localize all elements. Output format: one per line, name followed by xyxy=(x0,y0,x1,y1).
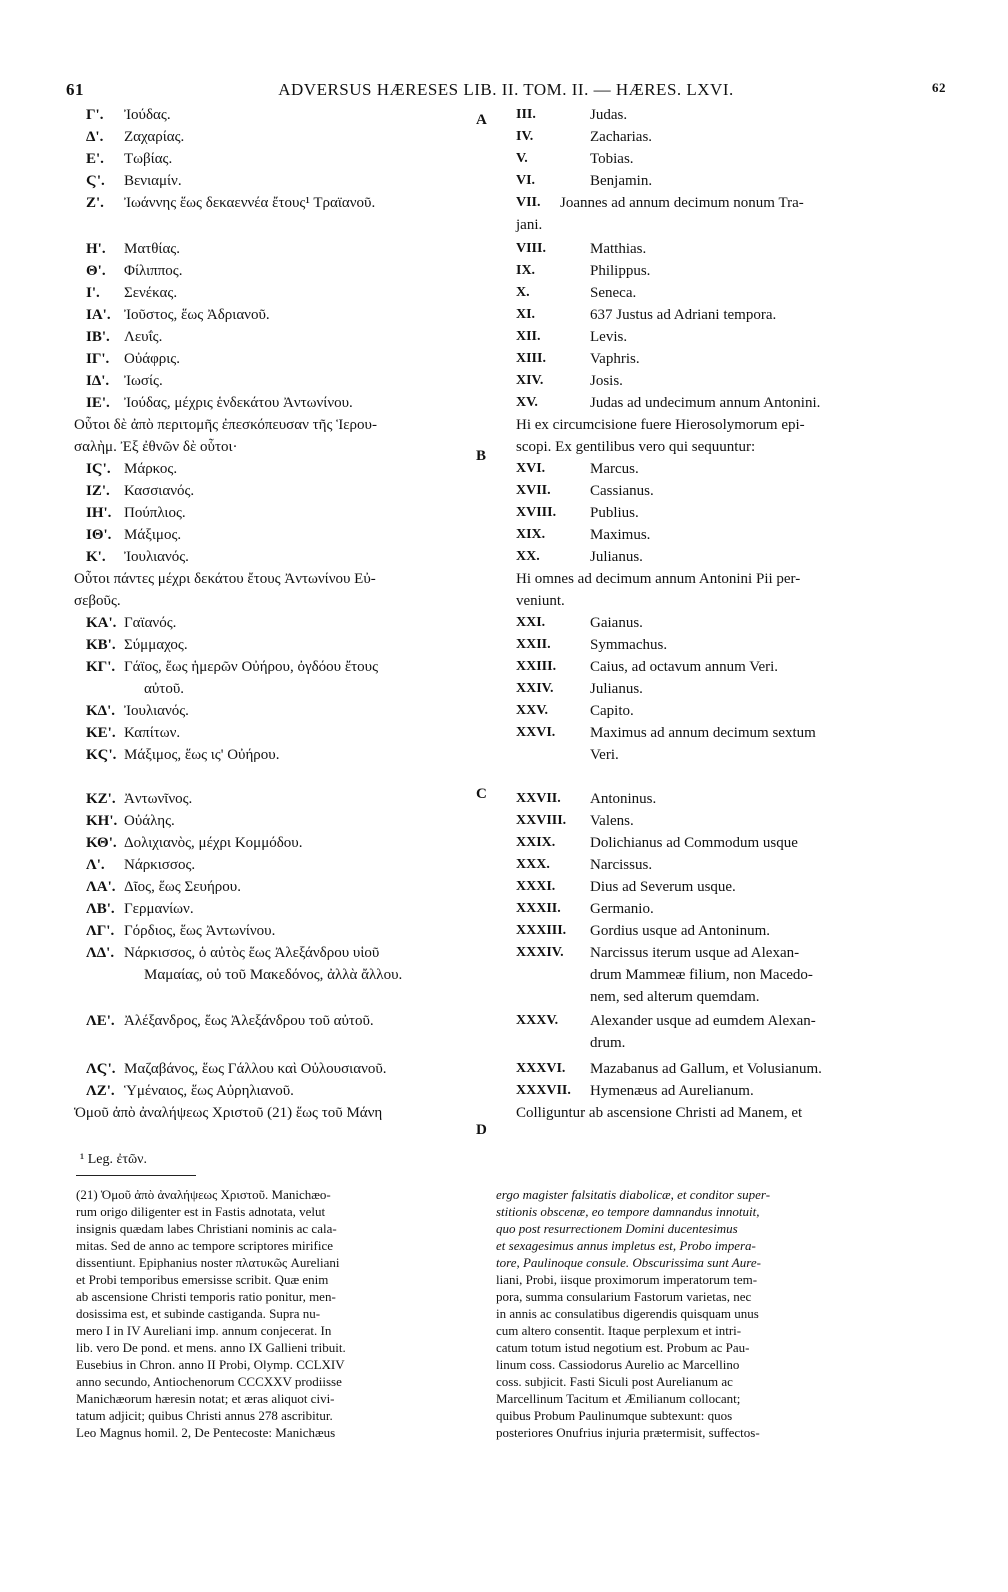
left-numeral: ΛΓ'. xyxy=(86,923,115,939)
left-paragraph-text: Οὗτοι πάντες μέχρι δεκάτου ἔτους Ἀντωνίνου Εὐ- xyxy=(74,571,376,587)
right-numeral: VIII. xyxy=(516,241,546,256)
right-entry-text: Gordius usque ad Antoninum. xyxy=(590,923,770,939)
note-line: in annis ac consulatibus digerendis quisquam unus xyxy=(496,1306,759,1321)
right-entry-text: Tobias. xyxy=(590,151,634,167)
right-numeral: XXXIV. xyxy=(516,945,564,960)
margin-letter-d: D xyxy=(476,1122,487,1138)
left-numeral: Η'. xyxy=(86,241,106,257)
left-continuation-text: αὐτοῦ. xyxy=(144,681,184,697)
left-numeral: ΙΖ'. xyxy=(86,483,110,499)
left-numeral: Ϛ'. xyxy=(86,173,105,189)
note-line: Marcellinum Tacitum et Æmilianum collocant; xyxy=(496,1391,741,1406)
right-numeral: XIX. xyxy=(516,527,546,542)
right-numeral: XVII. xyxy=(516,483,551,498)
right-numeral: XII. xyxy=(516,329,541,344)
left-entry-text: Σενέκας. xyxy=(124,285,178,301)
left-entry-text: Νάρκισσος, ὁ αὐτὸς ἕως Ἀλεξάνδρου υἱοῦ xyxy=(124,945,380,961)
left-numeral: ΙϚ'. xyxy=(86,461,111,477)
left-entry-text: Ζαχαρίας. xyxy=(124,129,185,145)
margin-letter-c: C xyxy=(476,786,487,802)
right-entry-text: Judas. xyxy=(590,107,628,123)
left-numeral: ΙΓ'. xyxy=(86,351,110,367)
left-entry-text: Γόρδιος, ἕως Ἀντωνίνου. xyxy=(124,923,276,939)
left-entry-text: Γάϊος, ἕως ἡμερῶν Οὐήρου, ὀγδόου ἔτους xyxy=(124,659,379,675)
right-numeral: VI. xyxy=(516,173,536,188)
left-numeral: Ζ'. xyxy=(86,195,104,211)
left-numeral: ΛΕ'. xyxy=(86,1013,115,1029)
left-numeral: Ι'. xyxy=(86,285,100,301)
left-numeral: Θ'. xyxy=(86,263,106,279)
right-entry-text: Valens. xyxy=(590,813,634,829)
left-entry-text: Ἀντωνῖνος. xyxy=(124,791,193,807)
left-numeral: ΚΕ'. xyxy=(86,725,116,741)
right-entry-text: Alexander usque ad eumdem Alexan- xyxy=(590,1013,816,1029)
right-entry-text: Gaianus. xyxy=(590,615,643,631)
left-numeral: ΚϚ'. xyxy=(86,747,117,763)
right-entry-text: Caius, ad octavum annum Veri. xyxy=(590,659,779,675)
left-numeral: Λ'. xyxy=(86,857,105,873)
left-numeral: ΙΔ'. xyxy=(86,373,110,389)
left-paragraph-text: σεβοῦς. xyxy=(74,593,121,609)
right-numeral: IX. xyxy=(516,263,536,278)
right-entry-text: Narcissus. xyxy=(590,857,653,873)
right-entry-text: Levis. xyxy=(590,329,628,345)
notes-left xyxy=(76,1186,484,1441)
left-entry-text: Μάρκος. xyxy=(124,461,178,477)
left-entry-text: Ἰουλιανός. xyxy=(124,703,189,719)
left-entry-text: Βενιαμίν. xyxy=(124,173,182,189)
right-numeral: XIV. xyxy=(516,373,544,388)
note-line: mitas. Sed de anno ac tempore scriptores mirifice xyxy=(76,1238,334,1253)
right-entry-text: Benjamin. xyxy=(590,173,653,189)
left-numeral: ΚΒ'. xyxy=(86,637,116,653)
left-entry-text: Ἰουλιανός. xyxy=(124,549,189,565)
left-paragraph-text: σαλὴμ. Ἐξ ἐθνῶν δὲ οὗτοι· xyxy=(74,439,238,455)
right-entry-text: Narcissus iterum usque ad Alexan- xyxy=(590,945,800,961)
note-line: posteriores Onufrius injuria prætermisit, suffectos- xyxy=(496,1425,760,1440)
right-paragraph-text: scopi. Ex gentilibus vero qui sequuntur: xyxy=(516,439,756,455)
notes-right xyxy=(496,1186,892,1441)
left-continuation-text: Μαμαίας, οὐ τοῦ Μακεδόνος, ἀλλὰ ἄλλου. xyxy=(144,967,403,983)
left-numeral: ΚΑ'. xyxy=(86,615,117,631)
note-line: Eusebius in Chron. anno II Probi, Olymp. CCLXIV xyxy=(76,1357,345,1372)
right-paragraph-text: veniunt. xyxy=(516,593,565,609)
right-entry-text: Julianus. xyxy=(590,681,643,697)
note-line: ab ascensione Christi temporis ratio ponitur, men- xyxy=(76,1289,336,1304)
right-entry-text: Julianus. xyxy=(590,549,643,565)
left-entry-text: Οὐάλης. xyxy=(124,813,175,829)
note-line: insignis quædam labes Christiani nominis ac cala- xyxy=(76,1221,337,1236)
left-entry-text: Γαϊανός. xyxy=(124,615,177,631)
right-entry-text: Germanio. xyxy=(590,901,654,917)
page-number-left: 61 xyxy=(66,80,84,99)
left-numeral: ΙΒ'. xyxy=(86,329,110,345)
note-line: Manichæorum hæresin notat; et æras aliquot civi- xyxy=(76,1391,335,1406)
note-line: catum totum istud negotium est. Probum ac Pau- xyxy=(496,1340,750,1355)
left-numeral: ΚΖ'. xyxy=(86,791,116,807)
margin-letter-b: B xyxy=(476,448,487,464)
left-entry-text: Μαζαβάνος, ἕως Γάλλου καὶ Οὐλουσιανοῦ. xyxy=(124,1061,387,1077)
right-numeral: XXVI. xyxy=(516,725,556,740)
right-numeral: XX. xyxy=(516,549,540,564)
margin-letter-a: A xyxy=(476,112,487,128)
left-numeral: Κ'. xyxy=(86,549,106,565)
left-entry-text: Ἰούδας. xyxy=(124,107,171,123)
right-entry-text: Joannes ad annum decimum nonum Tra- xyxy=(560,195,804,211)
right-continuation-text: Veri. xyxy=(590,747,619,763)
right-continuation-text: drum. xyxy=(590,1035,626,1051)
left-entry-text: Οὐάφρις. xyxy=(124,351,180,367)
right-numeral: XXV. xyxy=(516,703,549,718)
footnote-rule xyxy=(76,1175,196,1176)
right-numeral: VII. xyxy=(516,195,541,210)
left-entry-text: Ὑμέναιος, ἕως Αὐρηλιανοῦ. xyxy=(124,1083,294,1099)
left-paragraph-text: Ὁμοῦ ἀπὸ ἀναλήψεως Χριστοῦ (21) ἕως τοῦ Μάνη xyxy=(74,1105,383,1121)
right-entry-text: Hymenæus ad Aurelianum. xyxy=(590,1083,754,1099)
right-entry-text: Philippus. xyxy=(590,263,651,279)
left-numeral: ΛΒ'. xyxy=(86,901,115,917)
left-numeral: ΙΕ'. xyxy=(86,395,110,411)
right-numeral: XXII. xyxy=(516,637,551,652)
left-numeral: ΙΑ'. xyxy=(86,307,111,323)
note-line: quibus Probum Paulinumque subtexunt: quos xyxy=(496,1408,733,1423)
left-entry-text: Μάξιμος. xyxy=(124,527,182,543)
left-entry-text: Μάξιμος, ἕως ις' Οὐήρου. xyxy=(124,747,280,763)
right-continuation-text: nem, sed alterum quemdam. xyxy=(590,989,760,1005)
left-numeral: ΙΗ'. xyxy=(86,505,112,521)
left-numeral: ΛΔ'. xyxy=(86,945,115,961)
right-numeral: XXXVI. xyxy=(516,1061,566,1076)
right-entry-text: 637 Justus ad Adriani tempora. xyxy=(590,307,777,323)
left-entry-text: Τωβίας. xyxy=(124,151,173,167)
left-numeral: Ε'. xyxy=(86,151,104,167)
right-numeral: XXXI. xyxy=(516,879,556,894)
right-entry-text: Matthias. xyxy=(590,241,647,257)
left-numeral: ΙΘ'. xyxy=(86,527,112,543)
left-entry-text: Φίλιππος. xyxy=(124,263,183,279)
right-entry-text: Josis. xyxy=(590,373,623,389)
note-line: mero I in IV Aureliani imp. annum conjecerat. In xyxy=(76,1323,332,1338)
right-entry-text: Capito. xyxy=(590,703,634,719)
right-paragraph-text: Hi ex circumcisione fuere Hierosolymorum epi- xyxy=(516,417,805,433)
note-line: anno secundo, Antiochenorum CCCXXV prodiisse xyxy=(76,1374,342,1389)
running-header xyxy=(66,80,946,106)
note-line: rum origo diligenter est in Fastis adnotata, velut xyxy=(76,1204,326,1219)
right-numeral: XXIX. xyxy=(516,835,556,850)
left-entry-text: Ἰωσίς. xyxy=(124,373,163,389)
right-numeral: XXX. xyxy=(516,857,550,872)
right-paragraph-text: Colliguntur ab ascensione Christi ad Manem, et xyxy=(516,1105,803,1121)
left-entry-text: Καπίτων. xyxy=(124,725,181,741)
right-numeral: XXXV. xyxy=(516,1013,559,1028)
note-line: pora, summa consularium Fastorum varietas, nec xyxy=(496,1289,752,1304)
note-line: coss. subjicit. Fasti Siculi post Aurelianum ac xyxy=(496,1374,733,1389)
right-entry-text: Maximus. xyxy=(590,527,651,543)
right-numeral: XI. xyxy=(516,307,536,322)
left-entry-text: Ἰούδας, μέχρις ἑνδεκάτου Ἀντωνίνου. xyxy=(124,395,353,411)
right-numeral: XXIV. xyxy=(516,681,554,696)
note-line: Leo Magnus homil. 2, De Pentecoste: Manichæus xyxy=(76,1425,336,1440)
note-line: tatum adjicit; quibus Christi annus 278 ascribitur. xyxy=(76,1408,333,1423)
left-numeral: ΚΔ'. xyxy=(86,703,115,719)
note-line: liani, Probi, iisque proximorum imperatorum tem- xyxy=(496,1272,758,1287)
right-numeral: V. xyxy=(516,151,528,166)
left-entry-text: Πούπλιος. xyxy=(124,505,186,521)
note-line: dosissima est, et subinde castiganda. Supra nu- xyxy=(76,1306,321,1321)
right-numeral: XVI. xyxy=(516,461,546,476)
left-numeral: ΚΓ'. xyxy=(86,659,116,675)
note-line: dissentiunt. Epiphanius noster πλατυκῶς Aureliani xyxy=(76,1255,340,1270)
note-line: linum coss. Cassiodorus Aurelio ac Marcellino xyxy=(496,1357,740,1372)
left-numeral: Δ'. xyxy=(86,129,104,145)
right-numeral: XVIII. xyxy=(516,505,557,520)
right-numeral: X. xyxy=(516,285,530,300)
note-line: tore, Paulinoque consule. Obscurissima sunt Aure- xyxy=(496,1255,761,1270)
left-entry-text: Σύμμαχος. xyxy=(124,637,188,653)
right-numeral: III. xyxy=(516,107,536,122)
right-numeral: XIII. xyxy=(516,351,546,366)
right-entry-text: Publius. xyxy=(590,505,639,521)
right-entry-text: Zacharias. xyxy=(590,129,653,145)
left-entry-text: Ἰοῦστος, ἕως Ἀδριανοῦ. xyxy=(124,307,270,323)
left-entry-text: Ματθίας. xyxy=(124,241,180,257)
left-numeral: ΚΗ'. xyxy=(86,813,118,829)
note-line: et Probi temporibus emersisse scribit. Quæ enim xyxy=(76,1272,329,1287)
note-line: quo post resurrectionem Domini ducentesimus xyxy=(496,1221,738,1236)
left-entry-text: Νάρκισσος. xyxy=(124,857,196,873)
right-numeral: XXXIII. xyxy=(516,923,567,938)
note-line: cum altero consentit. Itaque perplexum et intri- xyxy=(496,1323,742,1338)
right-paragraph-text: Hi omnes ad decimum annum Antonini Pii per- xyxy=(516,571,801,587)
right-numeral: XXVII. xyxy=(516,791,561,806)
right-entry-text: Symmachus. xyxy=(590,637,668,653)
right-entry-text: Marcus. xyxy=(590,461,639,477)
right-entry-text: Mazabanus ad Gallum, et Volusianum. xyxy=(590,1061,822,1077)
left-numeral: ΛΖ'. xyxy=(86,1083,115,1099)
left-entry-text: Κασσιανός. xyxy=(124,483,195,499)
page-number-right: 62 xyxy=(932,80,946,95)
note-line: stitionis obscenæ, eo tempore damnandus innotuit, xyxy=(496,1204,760,1219)
left-numeral: ΛΑ'. xyxy=(86,879,116,895)
note-line: ergo magister falsitatis diabolicæ, et conditor super- xyxy=(496,1187,771,1202)
left-numeral: ΚΘ'. xyxy=(86,835,117,851)
right-continuation-text: drum Mammeæ filium, non Macedo- xyxy=(590,967,813,983)
note-line: et sexagesimus annus impletus est, Probo impera- xyxy=(496,1238,756,1253)
right-entry-text: Dius ad Severum usque. xyxy=(590,879,736,895)
left-numeral: ΛϚ'. xyxy=(86,1061,116,1077)
right-numeral: XXVIII. xyxy=(516,813,567,828)
left-entry-text: Γερμανίων. xyxy=(124,901,194,917)
left-numeral: Γ'. xyxy=(86,107,104,123)
left-entry-text: Δολιχιανὸς, μέχρι Κομμόδου. xyxy=(124,835,303,851)
right-entry-text: Dolichianus ad Commodum usque xyxy=(590,835,798,851)
right-entry-text: Judas ad undecimum annum Antonini. xyxy=(590,395,821,411)
left-entry-text: Ἰωάννης ἕως δεκαεννέα ἔτους¹ Τραϊανοῦ. xyxy=(124,195,376,211)
right-numeral: XV. xyxy=(516,395,538,410)
left-entry-text: Δῖος, ἕως Σευήρου. xyxy=(124,879,241,895)
note-line: lib. vero De pond. et mens. anno IX Gallieni tribuit. xyxy=(76,1340,346,1355)
right-numeral: XXIII. xyxy=(516,659,557,674)
running-title: ADVERSUS HÆRESES LIB. II. TOM. II. — HÆRES. LXVI. xyxy=(278,80,734,99)
right-paragraph-text: jani. xyxy=(516,217,543,233)
note-line: (21) Ὁμοῦ ἀπὸ ἀναλήψεως Χριστοῦ. Manichæo- xyxy=(76,1187,331,1202)
right-entry-text: Antoninus. xyxy=(590,791,657,807)
left-entry-text: Ἀλέξανδρος, ἕως Ἀλεξάνδρου τοῦ αὐτοῦ. xyxy=(124,1013,374,1029)
right-entry-text: Cassianus. xyxy=(590,483,654,499)
right-numeral: XXXVII. xyxy=(516,1083,571,1098)
left-paragraph-text: Οὗτοι δὲ ἀπὸ περιτομῆς ἐπεσκόπευσαν τῆς Ἱερου- xyxy=(74,417,377,433)
right-entry-text: Seneca. xyxy=(590,285,637,301)
right-numeral: XXI. xyxy=(516,615,546,630)
right-entry-text: Maximus ad annum decimum sextum xyxy=(590,725,816,741)
footnote-leg: ¹ Leg. ἐτῶν. xyxy=(80,1152,148,1167)
right-numeral: IV. xyxy=(516,129,534,144)
right-numeral: XXXII. xyxy=(516,901,561,916)
left-entry-text: Λευΐς. xyxy=(124,329,163,345)
right-entry-text: Vaphris. xyxy=(590,351,640,367)
